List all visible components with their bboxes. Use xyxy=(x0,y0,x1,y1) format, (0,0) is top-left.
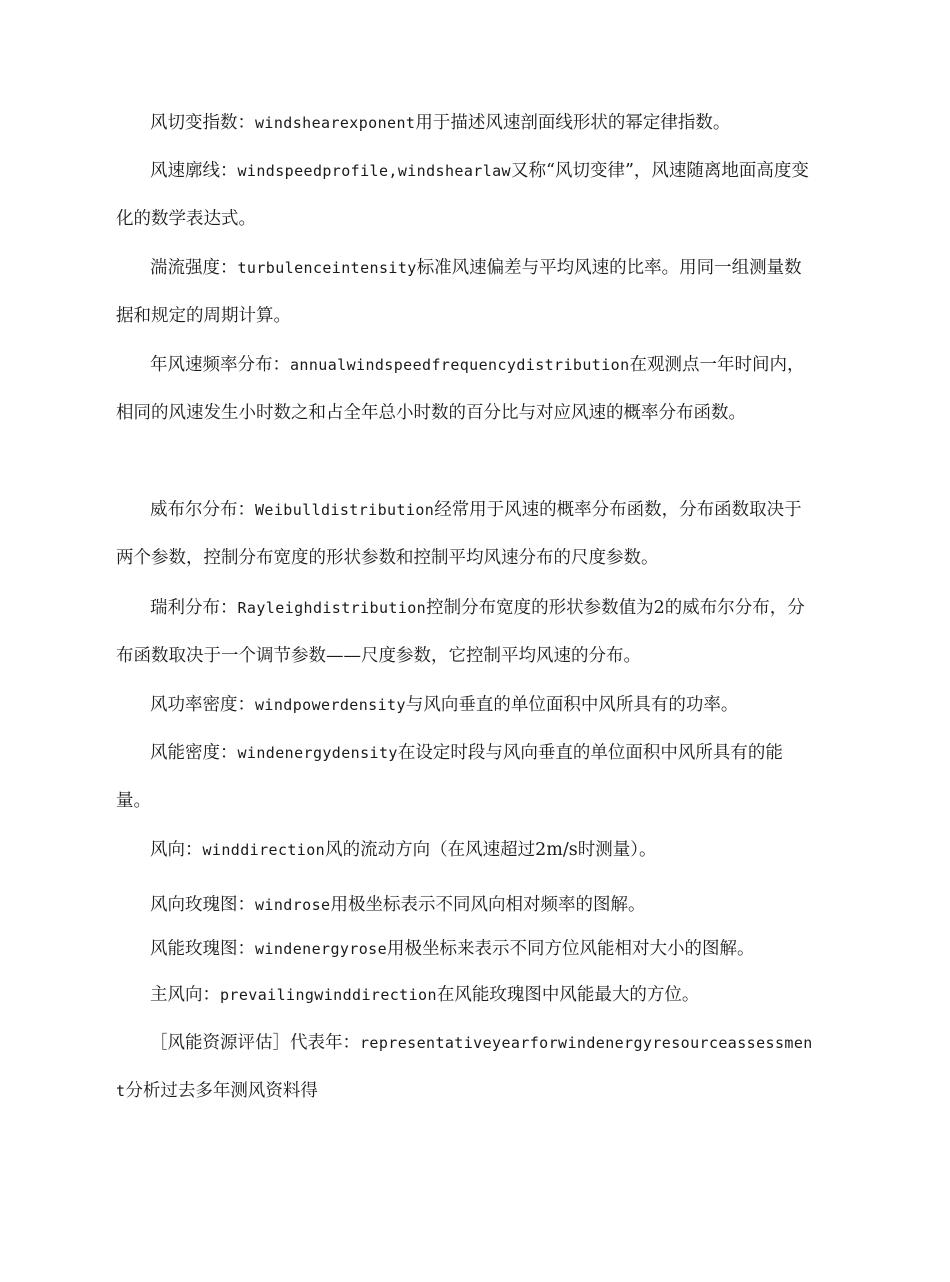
term-label: 瑞利分布： xyxy=(150,598,238,618)
definition-text: 又称“风切变律”，风速随离地面高度变化的数学表达式。 xyxy=(116,161,809,229)
definition-text: 在设定时段与风向垂直的单位面积中风所具有的能量。 xyxy=(116,743,783,811)
term-label: 年风速频率分布： xyxy=(150,355,290,375)
definition-text: 风的流动方向（在风速超过2m/s时测量）。 xyxy=(325,840,657,860)
paragraph-wind-energy-rose xyxy=(116,925,816,973)
definition-text: 用极坐标来表示不同方位风能相对大小的图解。 xyxy=(387,939,755,959)
definition-text: 分析过去多年测风资料得 xyxy=(125,1081,318,1101)
definition-text: 控制分布宽度的形状参数值为2的威布尔分布，分布函数取决于一个调节参数——尺度参数，它控制平均风速的分布。 xyxy=(116,598,805,666)
english-term: representativeyearforwindenergyresourceassessment xyxy=(116,1034,813,1100)
term-label: 风切变指数： xyxy=(150,113,255,133)
definition-text: 标准风速偏差与平均风速的比率。用同一组测量数据和规定的周期计算。 xyxy=(116,258,802,326)
paragraph-prevailing-wind-direction xyxy=(116,971,816,1019)
definition-text: 用极坐标表示不同风向相对频率的图解。 xyxy=(330,895,646,915)
english-term: windenergyrose xyxy=(255,940,388,958)
term-label: 风功率密度： xyxy=(150,695,255,715)
english-term: windenergydensity xyxy=(237,744,398,762)
paragraph-weibull-distribution xyxy=(116,486,816,582)
term-label: 威布尔分布： xyxy=(150,500,255,520)
definition-text: 与风向垂直的单位面积中风所具有的功率。 xyxy=(405,695,739,715)
term-label: ［风能资源评估］代表年： xyxy=(150,1033,360,1053)
english-term: turbulenceintensity xyxy=(237,259,417,277)
term-label: 风能密度： xyxy=(150,743,238,763)
paragraph-wind-energy-density xyxy=(116,729,816,825)
paragraph-wind-power-density xyxy=(116,681,816,729)
paragraph-representative-year xyxy=(116,1019,816,1115)
english-term: windspeedprofile,windshearlaw xyxy=(237,162,511,180)
paragraph-wind-shear-exponent xyxy=(116,99,816,147)
paragraph-wind-direction xyxy=(116,826,816,874)
english-term: annualwindspeedfrequencydistribution xyxy=(290,356,630,374)
english-term: windpowerdensity xyxy=(255,696,406,714)
paragraph-rayleigh-distribution xyxy=(116,584,816,680)
definition-text: 经常用于风速的概率分布函数，分布函数取决于两个参数，控制分布宽度的形状参数和控制平均风速分布的尺度参数。 xyxy=(116,500,802,568)
english-term: winddirection xyxy=(202,841,326,859)
definition-text: 用于描述风速剖面线形状的幂定律指数。 xyxy=(415,113,731,133)
term-label: 湍流强度： xyxy=(150,258,238,278)
term-label: 风向玫瑰图： xyxy=(150,895,255,915)
english-term: windshearexponent xyxy=(255,114,416,132)
paragraph-turbulence-intensity xyxy=(116,244,816,340)
term-label: 主风向： xyxy=(150,985,220,1005)
english-term: Rayleighdistribution xyxy=(237,599,427,617)
definition-text: 在观测点一年时间内，相同的风速发生小时数之和占全年总小时数的百分比与对应风速的概率分布函数。 xyxy=(116,355,805,423)
paragraph-wind-rose xyxy=(116,881,816,929)
paragraph-wind-speed-profile xyxy=(116,147,816,243)
english-term: prevailingwinddirection xyxy=(220,986,437,1004)
definition-text: 在风能玫瑰图中风能最大的方位。 xyxy=(436,985,700,1005)
english-term: Weibulldistribution xyxy=(255,501,435,519)
term-label: 风能玫瑰图： xyxy=(150,939,255,959)
paragraph-annual-wind-speed-frequency xyxy=(116,341,816,437)
term-label: 风速廓线： xyxy=(150,161,238,181)
english-term: windrose xyxy=(255,896,331,914)
term-label: 风向： xyxy=(150,840,203,860)
